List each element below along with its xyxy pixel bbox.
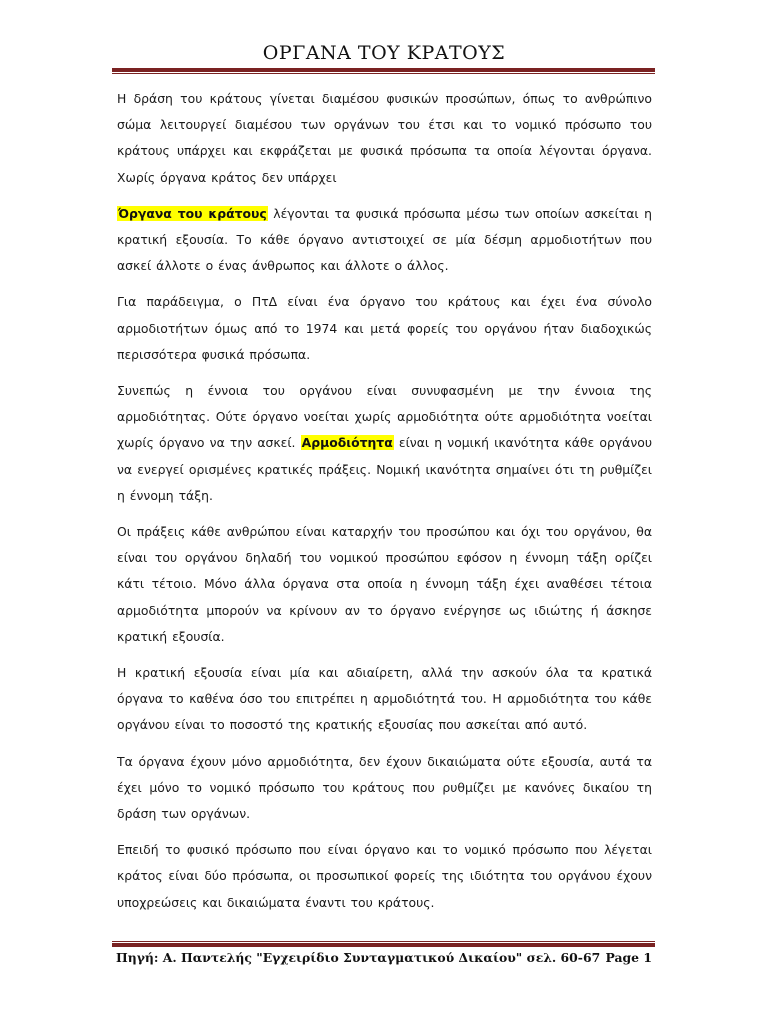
paragraph (117, 837, 652, 916)
paragraph-text: Τα όργανα έχουν μόνο αρμοδιότητα, δεν έχουν δικαιώματα ούτε εξουσία, αυτά τα έχει μόνο το νομικό πρόσωπο του κράτους που ρυθμίζει με κανόνες δικαίου τη δράση των οργάνων. (117, 753, 652, 822)
paragraph (117, 660, 652, 739)
page-title: ΟΡΓΑΝΑ ΤΟΥ ΚΡΑΤΟΥΣ (262, 42, 506, 64)
paragraph (117, 519, 652, 650)
paragraph-text: Η δράση του κράτους γίνεται διαμέσου φυσικών προσώπων, όπως το ανθρώπινο σώμα λειτουργεί διαμέσου των οργάνων του έτσι και το νομικό πρόσωπο του κράτους υπάρχει και εκφράζεται με φυσικά πρόσωπα τα οποία λέγονται όργανα. Χωρίς όργανα κράτος δεν υπάρχει (117, 91, 652, 185)
header-rule-thin (112, 73, 655, 74)
paragraph-text: Επειδή το φυσικό πρόσωπο που είναι όργανο και το νομικό πρόσωπο που λέγεται κράτος είναι δύο πρόσωπα, οι προσωπικοί φορείς της ιδιότητα του οργάνου έχουν υποχρεώσεις και δικαιώματα έναντι του κράτους. (117, 842, 652, 910)
paragraph (117, 378, 652, 509)
paragraph-text: Η κρατική εξουσία είναι μία και αδιαίρετη, αλλά την ασκούν όλα τα κρατικά όργανα το καθένα όσο του επιτρέπει η αρμοδιότητά του. Η αρμοδιότητα του κάθε οργάνου είναι το ποσοστό της κρατικής εξουσίας που ασκείται από αυτό. (117, 665, 652, 733)
paragraph-text: είναι η νομική ικανότητα κάθε οργάνου να ενεργεί ορισμένες κρατικές πράξεις. Νομική ικανότητα σημαίνει ότι τη ρυθμίζει η έννομη τάξη. (117, 435, 652, 503)
paragraph-text: Οι πράξεις κάθε ανθρώπου είναι καταρχήν του προσώπου και όχι του οργάνου, θα είναι του οργάνου δηλαδή του νομικού προσώπου εφόσον η έννομη τάξη ορίζει κάτι τέτοιο. Μόνο άλλα όργανα στα οποία η έννομη τάξη έχει αναθέσει τέτοια αρμοδιότητα μπορούν να κρίνουν αν το όργανο ενέργησε ως ιδιώτης ή άσκησε κρατική εξουσία. (117, 524, 652, 644)
document-body (117, 86, 652, 926)
highlighted-term: Όργανα του κράτους (118, 205, 267, 221)
footer-rule-thin (112, 941, 655, 942)
paragraph (117, 289, 652, 368)
paragraph-text: Συνεπώς η έννοια του οργάνου είναι συνυφασμένη με την έννοια της αρμοδιότητας. Ούτε όργανο νοείται χωρίς αρμοδιότητα ούτε αρμοδιότητα νοείται χωρίς όργανο να την ασκεί. (117, 383, 652, 451)
footer-rule-thick (112, 943, 655, 947)
footer-source: Πηγή: Α. Παντελής "Εγχειρίδιο Συνταγματικού Δικαίου" σελ. 60-67 (116, 950, 601, 965)
paragraph-text: Για παράδειγμα, ο ΠτΔ είναι ένα όργανο του κράτους και έχει ένα σύνολο αρμοδιοτήτων όμως από το 1974 και μετά φορείς του οργάνου ήταν διαδοχικώς περισσότερα φυσικά πρόσωπα. (117, 294, 652, 362)
paragraph (117, 86, 652, 191)
paragraph-text: λέγονται τα φυσικά πρόσωπα μέσω των οποίων ασκείται η κρατική εξουσία. Το κάθε όργανο αντιστοιχεί σε μία δέσμη αρμοδιοτήτων που ασκεί άλλοτε ο ένας άνθρωπος και άλλοτε ο άλλος. (117, 205, 652, 274)
footer-page-number: Page 1 (605, 950, 652, 965)
header-rule-thick (112, 68, 655, 72)
highlighted-term: Αρμοδιότητα (301, 435, 393, 451)
paragraph (117, 749, 652, 828)
paragraph (117, 201, 652, 280)
